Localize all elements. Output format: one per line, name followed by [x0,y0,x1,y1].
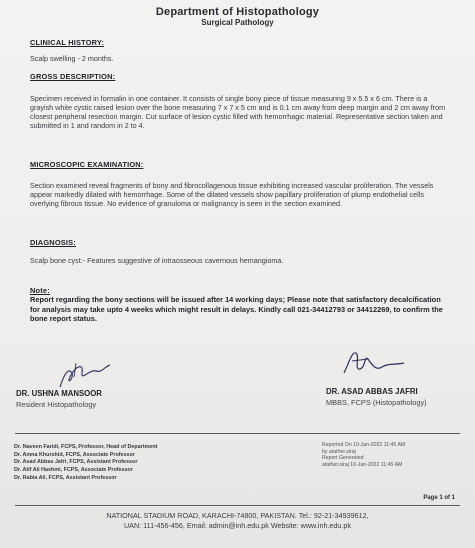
left-signatory-name: DR. USHNA MANSOOR [16,389,102,398]
footer-contact: UAN: 111-456-456, Email: admin@inh.edu.pk Website: www.inh.edu.pk [123,521,352,530]
microscopic-heading: MICROSCOPIC EXAMINATION: [30,160,144,169]
microscopic-text: Section examined reveal fragments of bony and fibrocollagenous tissue exhibiting increased vascular proliferation. The vessels appear markedly dilated with hemorrhage. Some of the dilated vessels show papillary proliferation of plump endothelial cells overlying fibrous tissue. No evidence of granuloma or malignancy is seen in the section examined. [30,181,434,208]
note-text: Report regarding the bony sections will be issued after 14 working days; Please note that satisfactory decalcification for analysis may take upto 4 weeks which might result in delays. Kindly call 021-34412793 or 34412269, to confirm the bone report status. [30,295,443,323]
department-subtitle: Surgical Pathology [201,18,274,27]
footer [0,511,475,531]
note-section [30,286,450,324]
right-signatory-title: MBBS, FCPS (Histopathology) [326,398,427,407]
clinical-history-heading: CLINICAL HISTORY: [30,38,105,47]
staff-item: Dr. Naveen Faridi, FCPS, Professor, Head of Department [14,444,158,450]
staff-item: Dr. Atif Ali Hashmi, FCPS, Associate Professor [14,467,133,474]
divider [15,433,460,434]
staff-item: Dr. Asad Abbas Jafri, FCPS, Assistant Professor [14,459,138,466]
footer-divider [15,505,460,506]
gross-description-text: Specimen received in formalin in one container. It consists of single bony piece of tissue measuring 9 x 5.5 x 6 cm. There is a grayish white cystic raised lesion over the bone measuring 7 x 7 x 5 cm and is 0.1 cm away from deep margin and 2 cm away from closest peripheral resection margin. Cut surface of lesion cystic filled with hemorrhagic material. Representative section taken and submitted in 1 and random in 2 to 4. [30,94,446,130]
microscopic-section [30,160,450,208]
clinical-history-text: Scalp swelling - 2 months. [30,54,114,63]
left-signature-icon [54,357,114,391]
reported-by: by atather.siraj [322,448,356,455]
report-generated: Report Generated [322,455,364,462]
staff-item: Dr. Rabia Ali, FCPS, Assistant Professor [14,474,117,481]
staff-list [14,444,158,483]
left-signatory-title: Resident Histopathology [16,400,97,409]
diagnosis-section [30,238,450,265]
left-signatory [16,389,102,409]
staff-item: Dr. Amna Khurshid, FCPS, Associate Professor [14,451,135,458]
department-title: Department of Histopathology [155,6,320,18]
generated-by: atather.siraj 10-Jan-2022 11:45 AM [322,461,403,468]
right-signatory-name: DR. ASAD ABBAS JAFRI [326,387,418,396]
report-header [0,6,475,27]
clinical-history-section [30,38,450,63]
right-signature-icon [338,345,408,381]
footer-address: NATIONAL STADIUM ROAD, KARACHI-74800, PAKISTAN. Tel.: 92-21-34939612, [106,511,369,520]
page-number: Page 1 of 1 [423,495,455,501]
gross-description-section [30,72,450,130]
gross-description-heading: GROSS DESCRIPTION: [30,72,116,81]
diagnosis-text: Scalp bone cyst:- Features suggestive of intraosseous cavernous hemangioma. [30,256,284,265]
diagnosis-heading: DIAGNOSIS: [30,238,76,247]
reported-on: Reported On 10-Jan-2022 11:45 AM [322,442,406,448]
note-heading: Note: [30,286,50,295]
right-signatory [326,387,427,407]
report-meta [322,442,405,468]
